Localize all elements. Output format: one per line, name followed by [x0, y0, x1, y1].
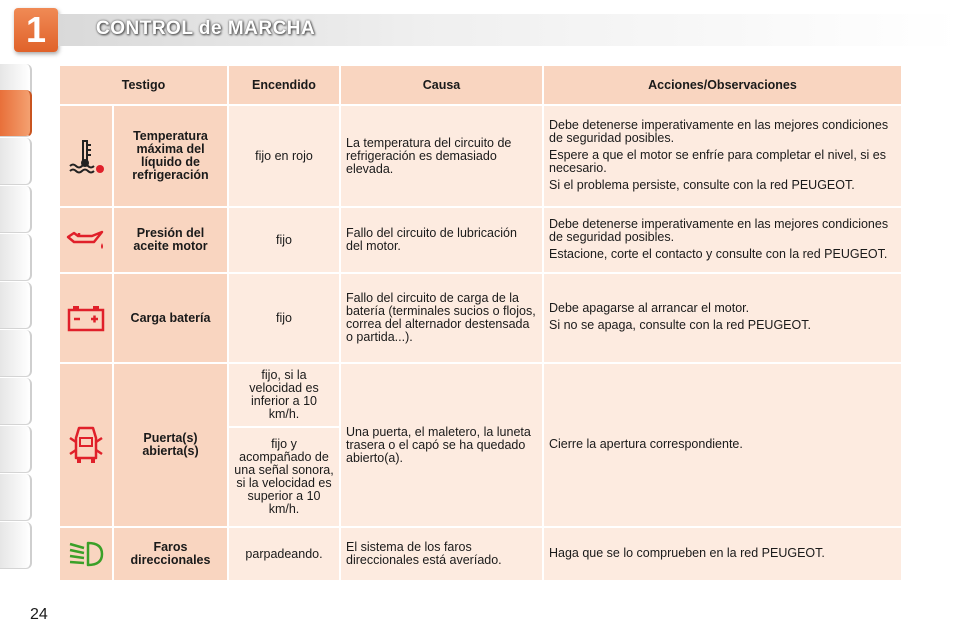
- accion-text: Si no se apaga, consulte con la red PEUGEOT.: [549, 318, 811, 332]
- icon-cell: [60, 106, 112, 206]
- accion-text: Si el problema persiste, consulte con la red PEUGEOT.: [549, 177, 855, 192]
- causa-cell: Fallo del circuito de lubricación del motor.: [341, 208, 542, 272]
- table-header-row: [60, 66, 901, 104]
- acciones-cell: [544, 528, 901, 580]
- chapter-badge: 1: [14, 8, 58, 52]
- encendido-cell: parpadeando.: [229, 528, 339, 580]
- causa-cell: Fallo del circuito de carga de la batería (terminales sucios o flojos, correa del alternador destensada o partida...).: [341, 274, 542, 362]
- chapter-tab[interactable]: [0, 522, 32, 569]
- acciones-cell: [544, 106, 901, 206]
- chapter-tab[interactable]: [0, 138, 32, 185]
- warning-name: Presión del aceite motor: [114, 208, 227, 272]
- accion-text: Debe apagarse al arrancar el motor.: [549, 301, 750, 315]
- table-row: [60, 364, 901, 426]
- accion-text: Debe detenerse imperativamente en las mejores condiciones de seguridad posibles.: [549, 117, 889, 145]
- accion-text: Espere a que el motor se enfríe para completar el nivel, si es necesario.: [549, 147, 886, 175]
- oil-pressure-icon: [64, 225, 108, 255]
- warning-lights-table: [58, 64, 903, 582]
- chapter-tab[interactable]: [0, 282, 32, 329]
- column-header-acciones: Acciones/Observaciones: [544, 66, 901, 104]
- accion-text: Debe detenerse imperativamente en las mejores condiciones de seguridad posibles.: [549, 216, 889, 244]
- acciones-cell: [544, 364, 901, 526]
- battery-icon: [66, 303, 106, 333]
- causa-cell: La temperatura del circuito de refrigeración es demasiado elevada.: [341, 106, 542, 206]
- encendido-cell: fijo y acompañado de una señal sonora, si la velocidad es superior a 10 km/h.: [229, 428, 339, 526]
- door-open-icon: [68, 424, 104, 466]
- page-number: 24: [30, 606, 48, 623]
- chapter-tab[interactable]: [0, 378, 32, 425]
- encendido-cell: fijo, si la velocidad es inferior a 10 km/h.: [229, 364, 339, 426]
- column-header-causa: Causa: [341, 66, 542, 104]
- accion-text: Cierre la apertura correspondiente.: [549, 436, 743, 451]
- icon-cell: [60, 364, 112, 526]
- warning-name: Carga batería: [114, 274, 227, 362]
- column-header-encendido: Encendido: [229, 66, 339, 104]
- warning-name: Faros direccionales: [114, 528, 227, 580]
- icon-cell: [60, 274, 112, 362]
- direction-headlamp-icon: [66, 539, 106, 569]
- acciones-cell: [544, 274, 901, 362]
- encendido-cell: fijo: [229, 208, 339, 272]
- table-row: [60, 528, 901, 580]
- table-row: [60, 106, 901, 206]
- encendido-cell: fijo en rojo: [229, 106, 339, 206]
- chapter-tab[interactable]: [0, 330, 32, 377]
- warning-name: Temperatura máxima del líquido de refrigeración: [114, 106, 227, 206]
- table-row: [60, 274, 901, 362]
- causa-cell: Una puerta, el maletero, la luneta trasera o el capó se ha quedado abierto(a).: [341, 364, 542, 526]
- icon-cell: [60, 208, 112, 272]
- causa-cell: El sistema de los faros direccionales está averíado.: [341, 528, 542, 580]
- page-title: CONTROL de MARCHA: [96, 18, 316, 39]
- chapter-tab[interactable]: [0, 474, 32, 521]
- accion-text: Estacione, corte el contacto y consulte con la red PEUGEOT.: [549, 246, 888, 261]
- acciones-cell: [544, 208, 901, 272]
- chapter-tab-strip: [0, 64, 34, 576]
- encendido-cell: fijo: [229, 274, 339, 362]
- chapter-tab-active[interactable]: [0, 90, 32, 137]
- icon-cell: [60, 528, 112, 580]
- chapter-tab[interactable]: [0, 426, 32, 473]
- warning-name: Puerta(s) abierta(s): [114, 364, 227, 526]
- chapter-tab[interactable]: [0, 234, 32, 281]
- column-header-testigo: Testigo: [60, 66, 227, 104]
- coolant-temperature-icon: [66, 136, 106, 176]
- chapter-tab[interactable]: [0, 186, 32, 233]
- accion-text: Haga que se lo comprueben en la red PEUGEOT.: [549, 545, 825, 560]
- table-row: [60, 208, 901, 272]
